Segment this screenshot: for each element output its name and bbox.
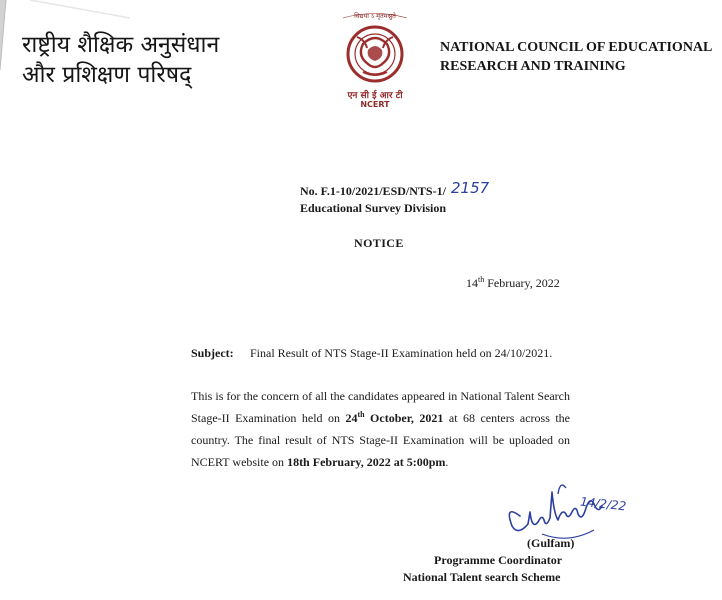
hindi-org-line2: और प्रशिक्षण परिषद् xyxy=(22,62,192,88)
signatory-name: (Gulfam) xyxy=(527,536,575,550)
hindi-org-name xyxy=(22,30,302,90)
notice-title: NOTICE xyxy=(354,236,404,250)
ncert-logo xyxy=(335,4,415,110)
reference-number: No. F.1-10/2021/ESD/NTS-1/ xyxy=(300,184,446,198)
exam-date xyxy=(345,411,443,425)
exam-day: 24 xyxy=(345,411,358,425)
subject-label: Subject: xyxy=(191,346,234,360)
exam-day-suffix: th xyxy=(357,410,365,419)
division-name: Educational Survey Division xyxy=(300,201,447,215)
notice-date xyxy=(466,276,560,291)
notice-body xyxy=(191,385,570,473)
logo-motto: विद्यया ऽ मृतमश्नुते xyxy=(354,12,396,20)
signature-date: 14/2/22 xyxy=(579,494,627,514)
english-org-line2: RESEARCH AND TRAINING xyxy=(440,59,626,74)
english-org-name xyxy=(440,38,715,76)
upload-date: 18th February, 2022 at 5:00pm xyxy=(287,455,446,469)
subject-text: Final Result of NTS Stage-II Examination held on 24/10/2021. xyxy=(250,346,553,360)
logo-english-abbr: NCERT xyxy=(360,100,390,109)
signatory-scheme: National Talent search Scheme xyxy=(403,570,561,584)
body-part2: at 68 centers across the country. The final result of NTS Stage-II Examination will be uploaded on NCERT website on xyxy=(191,411,570,469)
date-rest: February, 2022 xyxy=(484,276,560,290)
reference-number-handwritten: 2157 xyxy=(451,179,490,197)
logo-hindi-abbr: एन सी ई आर टी xyxy=(347,91,403,101)
date-day-suffix: th xyxy=(478,275,485,284)
body-part1: This is for the concern of all the candidates appeared in National Talent Search Stage-II Examination held on xyxy=(191,389,570,425)
english-org-line1: NATIONAL COUNCIL OF EDUCATIONAL xyxy=(440,40,713,55)
date-day: 14 xyxy=(466,276,478,290)
hindi-org-line1: राष्ट्रीय शैक्षिक अनुसंधान xyxy=(22,32,220,58)
exam-date-rest: October, 2021 xyxy=(364,411,444,425)
signatory-role: Programme Coordinator xyxy=(434,553,563,567)
body-part3: . xyxy=(445,455,449,469)
